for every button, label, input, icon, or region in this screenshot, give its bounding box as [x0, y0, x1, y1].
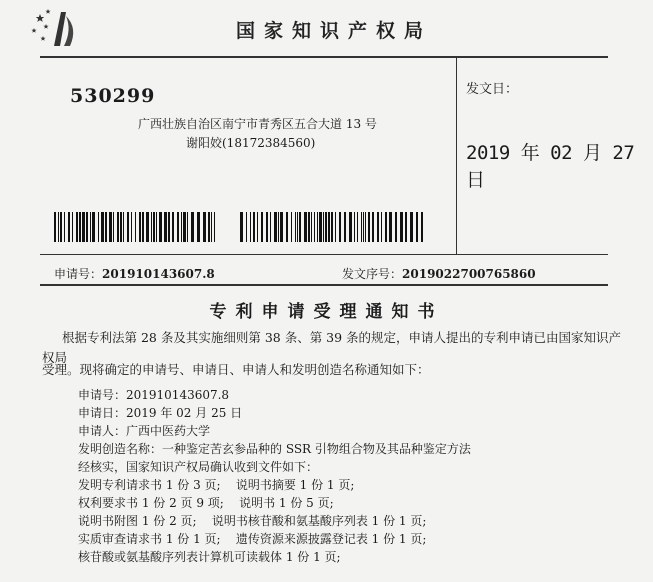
- barcode-right: [240, 212, 426, 242]
- serial-number: [342, 265, 536, 282]
- list-item: 说明书附图 1 份 2 页; 说明书核苷酸和氨基酸序列表 1 份 1 页;: [78, 514, 427, 528]
- list-item: 发明专利请求书 1 份 3 页; 说明书摘要 1 份 1 页;: [78, 478, 355, 492]
- mid-rule: [40, 254, 608, 255]
- send-date-label: 发文日：: [466, 82, 519, 97]
- serial-number-label: 发文序号：: [342, 267, 403, 281]
- mailing-address: 广西壮族自治区南宁市青秀区五合大道 13 号: [138, 117, 377, 131]
- notice-title: 专利申请受理通知书: [209, 302, 444, 322]
- agency-name: 国家知识产权局: [236, 20, 433, 42]
- list-item: 申请日：2019 年 02 月 25 日: [78, 406, 243, 420]
- header-rule: [40, 56, 608, 58]
- send-date-value: 2019 年 02 月 27 日: [466, 142, 635, 191]
- application-number: [54, 265, 215, 282]
- application-number-label: 申请号：: [54, 267, 103, 281]
- intro-line-1: 根据专利法第 28 条及其实施细则第 38 条、第 39 条的规定，申请人提出的专利申请已由国家知识产权局: [42, 330, 622, 365]
- lower-rule: [40, 284, 608, 286]
- cnipa-emblem-icon: [28, 6, 80, 50]
- column-divider: [456, 58, 457, 254]
- list-item: 经核实，国家知识产权局确认收到文件如下：: [78, 460, 319, 474]
- recipient: 谢阳姣(18172384560): [186, 136, 316, 150]
- list-item: 核苷酸或氨基酸序列表计算机可读载体 1 份 1 页;: [78, 550, 341, 564]
- barcode-left: [54, 212, 219, 242]
- list-item: 申请人：广西中医药大学: [78, 424, 211, 438]
- list-item: 申请号：201910143607.8: [78, 388, 230, 402]
- serial-number-value: 2019022700765860: [402, 267, 536, 281]
- application-number-value: 201910143607.8: [102, 267, 215, 281]
- postcode: 530299: [70, 85, 156, 107]
- list-item: 实质审查请求书 1 份 1 页; 遗传资源来源披露登记表 1 份 1 页;: [78, 532, 427, 546]
- list-item: 权利要求书 1 份 2 页 9 项; 说明书 1 份 5 页;: [78, 496, 334, 510]
- list-item: 发明创造名称：一种鉴定苦玄参品种的 SSR 引物组合物及其品种鉴定方法: [78, 442, 471, 456]
- intro-line-2: 受理。现将确定的申请号、申请日、申请人和发明创造名称通知如下：: [42, 362, 430, 377]
